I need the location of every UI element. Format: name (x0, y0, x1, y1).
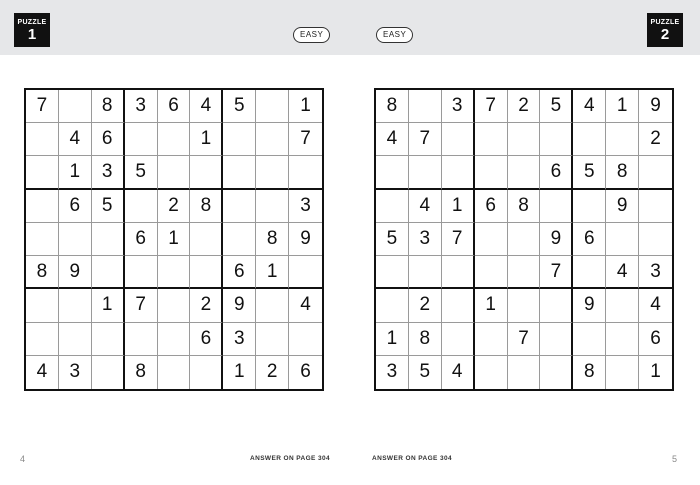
sudoku-cell[interactable] (442, 123, 475, 156)
sudoku-cell[interactable] (158, 356, 191, 389)
sudoku-cell[interactable] (409, 90, 442, 123)
sudoku-cell[interactable] (606, 356, 639, 389)
sudoku-cell[interactable] (475, 256, 508, 289)
sudoku-cell[interactable]: 6 (158, 90, 191, 123)
sudoku-cell[interactable]: 8 (256, 223, 289, 256)
sudoku-cell[interactable]: 1 (190, 123, 223, 156)
sudoku-cell[interactable] (289, 156, 322, 189)
sudoku-cell[interactable] (573, 123, 606, 156)
sudoku-cell[interactable]: 6 (475, 190, 508, 223)
sudoku-cell[interactable] (442, 156, 475, 189)
sudoku-cell[interactable]: 9 (639, 90, 672, 123)
puzzle-2-difficulty-badge: EASY (376, 27, 413, 43)
sudoku-cell[interactable] (540, 289, 573, 322)
sudoku-cell[interactable]: 5 (409, 356, 442, 389)
sudoku-cell[interactable]: 9 (573, 289, 606, 322)
sudoku-cell[interactable]: 8 (376, 90, 409, 123)
answer-reference-left: ANSWER ON PAGE 304 (250, 455, 331, 462)
sudoku-cell[interactable]: 2 (256, 356, 289, 389)
sudoku-cell[interactable]: 2 (409, 289, 442, 322)
sudoku-cell[interactable] (442, 289, 475, 322)
sudoku-cell[interactable]: 1 (223, 356, 256, 389)
sudoku-cell[interactable]: 8 (606, 156, 639, 189)
sudoku-cell[interactable]: 6 (190, 323, 223, 356)
sudoku-cell[interactable]: 1 (92, 289, 125, 322)
sudoku-cell[interactable] (26, 323, 59, 356)
sudoku-cell[interactable]: 3 (59, 356, 92, 389)
sudoku-cell[interactable] (158, 156, 191, 189)
sudoku-cell[interactable] (289, 323, 322, 356)
sudoku-cell[interactable] (409, 156, 442, 189)
sudoku-cell[interactable] (376, 190, 409, 223)
sudoku-cell[interactable] (59, 223, 92, 256)
sudoku-cell[interactable] (256, 156, 289, 189)
sudoku-cell[interactable] (289, 256, 322, 289)
sudoku-cell[interactable] (508, 156, 541, 189)
sudoku-cell[interactable] (508, 256, 541, 289)
sudoku-cell[interactable] (158, 323, 191, 356)
sudoku-cell[interactable]: 4 (289, 289, 322, 322)
sudoku-cell[interactable]: 4 (606, 256, 639, 289)
sudoku-cell[interactable]: 1 (442, 190, 475, 223)
sudoku-cell[interactable] (256, 123, 289, 156)
sudoku-cell[interactable]: 5 (540, 90, 573, 123)
sudoku-cell[interactable] (376, 289, 409, 322)
sudoku-cell[interactable]: 1 (475, 289, 508, 322)
sudoku-cell[interactable] (606, 223, 639, 256)
sudoku-cell[interactable]: 4 (442, 356, 475, 389)
sudoku-cell[interactable]: 6 (223, 256, 256, 289)
sudoku-cell[interactable]: 4 (573, 90, 606, 123)
sudoku-cell[interactable]: 8 (92, 90, 125, 123)
puzzle-2-tag (647, 13, 683, 47)
sudoku-cell[interactable]: 3 (639, 256, 672, 289)
sudoku-cell[interactable]: 3 (92, 156, 125, 189)
sudoku-cell[interactable]: 1 (256, 256, 289, 289)
sudoku-cell[interactable]: 3 (125, 90, 158, 123)
sudoku-cell[interactable]: 8 (409, 323, 442, 356)
sudoku-cell[interactable] (223, 223, 256, 256)
puzzle-2-grid (374, 88, 674, 391)
sudoku-cell[interactable] (256, 190, 289, 223)
sudoku-cell[interactable] (376, 156, 409, 189)
sudoku-cell[interactable]: 8 (573, 356, 606, 389)
page-number-left: 4 (20, 454, 26, 464)
sudoku-cell[interactable]: 8 (125, 356, 158, 389)
sudoku-cell[interactable] (59, 289, 92, 322)
sudoku-cell[interactable] (475, 356, 508, 389)
sudoku-cell[interactable]: 2 (190, 289, 223, 322)
sudoku-cell[interactable]: 6 (573, 223, 606, 256)
sudoku-cell[interactable] (92, 223, 125, 256)
sudoku-cell[interactable] (92, 256, 125, 289)
sudoku-cell[interactable]: 7 (508, 323, 541, 356)
sudoku-cell[interactable] (26, 156, 59, 189)
sudoku-cell[interactable]: 8 (190, 190, 223, 223)
sudoku-cell[interactable] (223, 156, 256, 189)
sudoku-cell[interactable] (639, 223, 672, 256)
sudoku-cell[interactable]: 7 (540, 256, 573, 289)
puzzle-2-tag-number: 2 (660, 25, 670, 43)
sudoku-cell[interactable] (508, 123, 541, 156)
sudoku-cell[interactable]: 6 (540, 156, 573, 189)
sudoku-cell[interactable] (573, 256, 606, 289)
sudoku-cell[interactable] (639, 190, 672, 223)
sudoku-cell[interactable] (59, 323, 92, 356)
sudoku-cell[interactable]: 8 (26, 256, 59, 289)
sudoku-cell[interactable] (475, 223, 508, 256)
sudoku-cell[interactable]: 1 (158, 223, 191, 256)
sudoku-cell[interactable] (606, 323, 639, 356)
sudoku-cell[interactable]: 3 (442, 90, 475, 123)
sudoku-cell[interactable] (606, 123, 639, 156)
sudoku-cell[interactable]: 1 (376, 323, 409, 356)
sudoku-cell[interactable]: 5 (223, 90, 256, 123)
sudoku-cell[interactable] (540, 356, 573, 389)
sudoku-cell[interactable]: 7 (26, 90, 59, 123)
sudoku-cell[interactable]: 4 (190, 90, 223, 123)
puzzle-1-tag-number: 1 (27, 25, 37, 43)
sudoku-cell[interactable]: 5 (573, 156, 606, 189)
sudoku-cell[interactable] (26, 123, 59, 156)
sudoku-cell[interactable]: 1 (289, 90, 322, 123)
sudoku-cell[interactable]: 2 (158, 190, 191, 223)
sudoku-cell[interactable]: 5 (92, 190, 125, 223)
sudoku-cell[interactable] (540, 190, 573, 223)
answer-reference-right: ANSWER ON PAGE 304 (372, 455, 453, 462)
sudoku-cell[interactable]: 2 (508, 90, 541, 123)
sudoku-cell[interactable] (475, 323, 508, 356)
sudoku-cell[interactable] (125, 190, 158, 223)
sudoku-cell[interactable] (125, 323, 158, 356)
sudoku-cell[interactable]: 9 (606, 190, 639, 223)
sudoku-cell[interactable]: 2 (639, 123, 672, 156)
sudoku-cell[interactable] (573, 190, 606, 223)
sudoku-cell[interactable]: 6 (125, 223, 158, 256)
sudoku-cell[interactable] (508, 356, 541, 389)
sudoku-cell[interactable] (376, 256, 409, 289)
sudoku-cell[interactable]: 3 (223, 323, 256, 356)
puzzle-2-tag-label: PUZZLE (650, 18, 680, 26)
sudoku-cell[interactable]: 9 (289, 223, 322, 256)
sudoku-cell[interactable]: 6 (92, 123, 125, 156)
sudoku-cell[interactable] (573, 323, 606, 356)
sudoku-cell[interactable] (409, 256, 442, 289)
sudoku-cell[interactable]: 4 (59, 123, 92, 156)
sudoku-cell[interactable]: 1 (650, 361, 661, 383)
sudoku-cell[interactable]: 6 (639, 323, 672, 356)
sudoku-cell[interactable]: 9 (223, 289, 256, 322)
sudoku-cell[interactable] (256, 90, 289, 123)
sudoku-cell[interactable]: 4 (376, 123, 409, 156)
sudoku-cell[interactable] (442, 323, 475, 356)
sudoku-cell[interactable] (475, 123, 508, 156)
sudoku-cell[interactable] (92, 323, 125, 356)
sudoku-cell[interactable] (26, 190, 59, 223)
sudoku-cell[interactable] (639, 156, 672, 189)
sudoku-cell[interactable]: 3 (409, 223, 442, 256)
sudoku-cell[interactable] (475, 156, 508, 189)
page-number-right: 5 (672, 454, 678, 464)
sudoku-cell[interactable] (256, 323, 289, 356)
sudoku-cell[interactable] (125, 256, 158, 289)
sudoku-cell[interactable] (190, 156, 223, 189)
sudoku-cell[interactable]: 8 (508, 190, 541, 223)
sudoku-cell[interactable]: 1 (59, 156, 92, 189)
sudoku-cell[interactable] (125, 123, 158, 156)
sudoku-cell[interactable] (26, 223, 59, 256)
sudoku-cell[interactable]: 9 (59, 256, 92, 289)
puzzle-1-grid (24, 88, 324, 391)
sudoku-cell[interactable] (606, 289, 639, 322)
sudoku-cell[interactable] (92, 356, 125, 389)
sudoku-cell[interactable] (540, 323, 573, 356)
sudoku-cell[interactable] (256, 289, 289, 322)
sudoku-cell[interactable] (540, 123, 573, 156)
puzzle-1-tag (14, 13, 50, 47)
sudoku-cell[interactable]: 6 (59, 190, 92, 223)
sudoku-cell[interactable] (190, 256, 223, 289)
sudoku-cell[interactable] (508, 289, 541, 322)
sudoku-cell[interactable]: 9 (540, 223, 573, 256)
header-band (0, 0, 700, 55)
sudoku-cell[interactable] (190, 356, 223, 389)
sudoku-cell[interactable]: 5 (125, 156, 158, 189)
sudoku-cell[interactable]: 7 (409, 123, 442, 156)
sudoku-cell[interactable] (26, 289, 59, 322)
sudoku-cell[interactable] (158, 289, 191, 322)
sudoku-cell[interactable] (158, 123, 191, 156)
sudoku-cell[interactable]: 3 (289, 190, 322, 223)
sudoku-cell[interactable]: 3 (376, 356, 409, 389)
sudoku-cell[interactable]: 6 (300, 361, 311, 383)
sudoku-cell[interactable]: 4 (409, 190, 442, 223)
puzzle-1-tag-label: PUZZLE (17, 18, 47, 26)
sudoku-cell[interactable]: 1 (606, 90, 639, 123)
sudoku-cell[interactable]: 7 (442, 223, 475, 256)
sudoku-cell[interactable] (508, 223, 541, 256)
sudoku-cell[interactable]: 7 (475, 90, 508, 123)
sudoku-cell[interactable]: 4 (26, 356, 59, 389)
sudoku-cell[interactable] (223, 123, 256, 156)
sudoku-cell[interactable]: 5 (376, 223, 409, 256)
sudoku-cell[interactable]: 4 (639, 289, 672, 322)
sudoku-cell[interactable]: 7 (125, 289, 158, 322)
puzzle-1-difficulty-badge: EASY (293, 27, 330, 43)
sudoku-cell[interactable] (442, 256, 475, 289)
sudoku-cell[interactable] (223, 190, 256, 223)
sudoku-cell[interactable] (158, 256, 191, 289)
sudoku-cell[interactable] (190, 223, 223, 256)
sudoku-cell[interactable] (59, 90, 92, 123)
sudoku-cell[interactable]: 7 (289, 123, 322, 156)
